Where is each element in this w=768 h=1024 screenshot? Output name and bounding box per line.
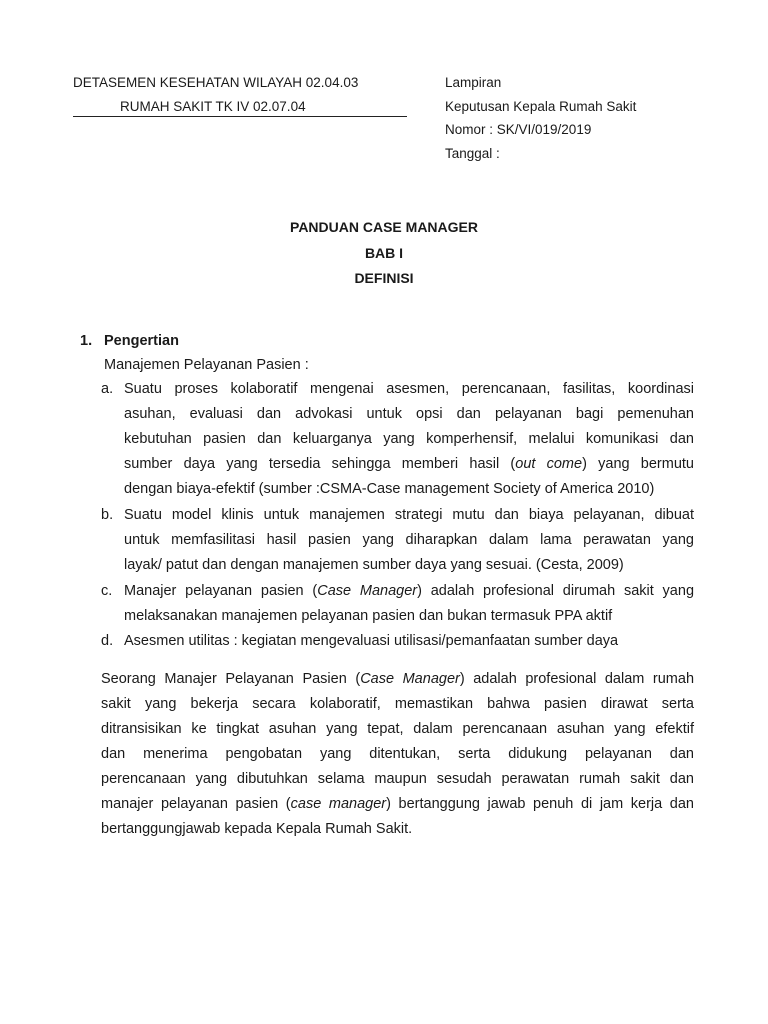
list-marker-c: c. [101, 583, 113, 599]
paragraph-line: bertanggungjawab kepada Kepala Rumah Sakit. [101, 821, 413, 837]
list-item-a-line: kebutuhan pasien dan keluarganya yang komperhensif, melalui komunikasi dan [124, 431, 694, 447]
header-hospital: RUMAH SAKIT TK IV 02.07.04 [120, 99, 306, 114]
list-item-a [124, 377, 694, 502]
paragraph-line: ditransisikan ke tingkat asuhan yang tepat, dalam perencanaan asuhan yang efektif [101, 721, 694, 737]
header-institution: DETASEMEN KESEHATAN WILAYAH 02.04.03 [73, 75, 359, 90]
list-marker-a: a. [101, 381, 114, 397]
paragraph-line: perencanaan yang dibutuhkan selama maupun sesudah perawatan rumah sakit dan [101, 771, 694, 787]
section-heading: Pengertian [104, 333, 179, 349]
body-paragraph [101, 667, 694, 842]
doc-chapter: BAB I [364, 245, 404, 261]
list-item-a-line: Suatu proses kolaboratif mengenai asesmen, perencanaan, fasilitas, koordinasi [124, 381, 694, 397]
list-item-a-line: dengan biaya-efektif (sumber :CSMA-Case management Society of America 2010) [124, 481, 655, 497]
section-number: 1. [80, 333, 93, 349]
doc-title: PANDUAN CASE MANAGER [290, 219, 478, 235]
list-marker-d: d. [101, 633, 114, 649]
header-divider [73, 116, 407, 117]
list-item-b-line: Suatu model klinis untuk manajemen strategi mutu dan biaya pelayanan, dibuat [124, 507, 694, 523]
section-intro: Manajemen Pelayanan Pasien : [104, 357, 309, 373]
header-decree: Keputusan Kepala Rumah Sakit [445, 99, 637, 114]
header-number: Nomor : SK/VI/019/2019 [445, 122, 592, 137]
list-item-a-line: asuhan, evaluasi dan advokasi untuk opsi dan pelayanan bagi pemenuhan [124, 406, 694, 422]
list-item-c-line: melaksanakan manajemen pelayanan pasien dan bukan termasuk PPA aktif [124, 608, 613, 624]
header-date: Tanggal : [445, 146, 500, 161]
paragraph-line: dan menerima pengobatan yang ditentukan, serta didukung pelayanan dan [101, 746, 694, 762]
doc-subtitle: DEFINISI [354, 270, 414, 286]
list-item-c-line: Manajer pelayanan pasien (Case Manager) adalah profesional dirumah sakit yang [124, 583, 695, 599]
paragraph-line: manajer pelayanan pasien (case manager) bertanggung jawab penuh di jam kerja dan [101, 796, 694, 812]
header-attachment: Lampiran [445, 75, 502, 90]
list-item-b-line: layak/ patut dan dengan manajemen sumber daya yang sesuai. (Cesta, 2009) [124, 557, 624, 573]
list-item-b-line: untuk memfasilitasi hasil pasien yang diharapkan dalam lama perawatan yang [124, 532, 694, 548]
list-item-c [124, 579, 694, 629]
list-item-b [124, 503, 694, 578]
list-marker-b: b. [101, 507, 114, 523]
paragraph-line: Seorang Manajer Pelayanan Pasien (Case Manager) adalah profesional dalam rumah [101, 671, 695, 687]
paragraph-line: sakit yang bekerja secara kolaboratif, memastikan bahwa pasien dirawat serta [101, 696, 694, 712]
list-item-d-line: Asesmen utilitas : kegiatan mengevaluasi utilisasi/pemanfaatan sumber daya [124, 633, 619, 649]
list-item-a-line: sumber daya yang tersedia sehingga memberi hasil (out come) yang bermutu [124, 456, 694, 472]
list-item-d [124, 629, 694, 654]
